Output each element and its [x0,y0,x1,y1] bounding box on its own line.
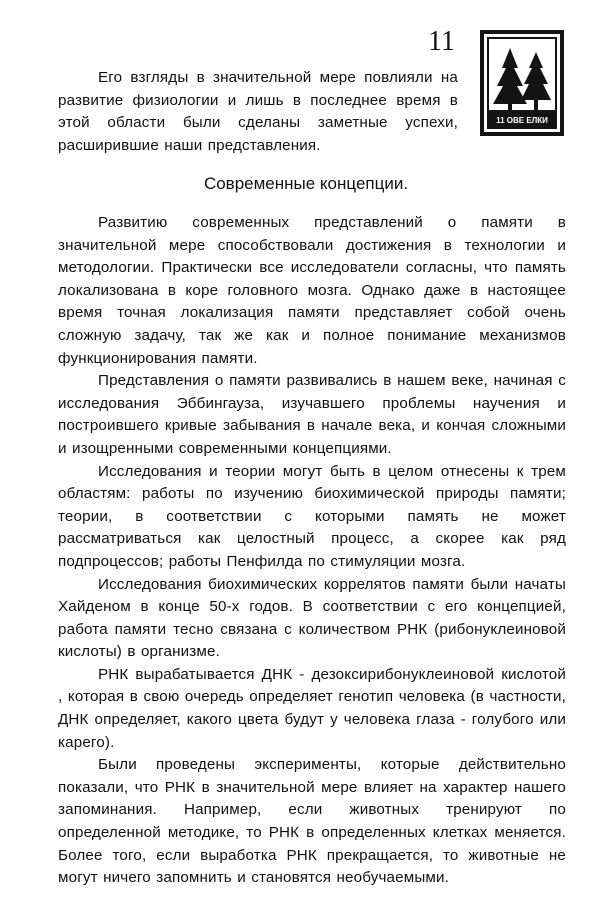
paragraph-6: Были проведены эксперименты, которые действительно показали, что РНК в значительной мере влияет на характер нашего запоминания. Например, если животных тренируют по определенной методике, то РНК в определенных клетках меняется. Более того, если выработка РНК прекращается, то животные не могут ничего запомнить и становятся необучаемыми. [58,756,566,887]
page-number: 11 [428,26,455,57]
paragraph-1: Развитию современных представлений о памяти в значительной мере способствовали достижения в технологии и методологии. Практически все исследователи согласны, что память локализована в коре головного мозга. Однако даже в настоящее время точная локализация памяти представляет собой очень сложную задачу, так же как и полное понимание механизмов функционирования памяти. [58,214,566,367]
section-body [58,212,566,890]
paragraph-5: РНК вырабатывается ДНК - дезоксирибонуклеиновой кислотой , которая в свою очередь определяет генотип человека (в частности, ДНК определяет, какого цвета будут у человека глаза - голубого или карего). [58,665,566,751]
intro-paragraph [58,67,458,157]
logo-text: 11 ОВЕ ЕЛКИ [496,116,548,125]
section-heading: Современные концепции. [203,174,409,193]
intro-text: Его взгляды в значительной мере повлияли на развитие физиологии и лишь в последнее время в этой области были сделаны заметные успехи, расширившие наши представления. [58,69,458,154]
paragraph-2: Представления о памяти развивались в нашем веке, начиная с исследования Эббингауза, изучавшего проблемы научения и построившего кривые забывания в начале века, и кончая сложными и изощренными современными концепциями. [58,372,566,457]
publisher-logo [480,30,564,136]
paragraph-3: Исследования и теории могут быть в целом отнесены к трем областям: работы по изучению биохимической природы памяти; теории, в соответствии с которыми память не может рассматриваться как целостный процесс, а скорее как ряд подпроцессов; работы Пенфилда по стимуляции мозга. [58,462,566,570]
paragraph-4: Исследования биохимических коррелятов памяти были начаты Хайденом в конце 50-х годов. В соответствии с его концепцией, работа памяти тесно связана с количеством РНК (рибонуклеиновой кислоты) в организме. [58,575,566,661]
